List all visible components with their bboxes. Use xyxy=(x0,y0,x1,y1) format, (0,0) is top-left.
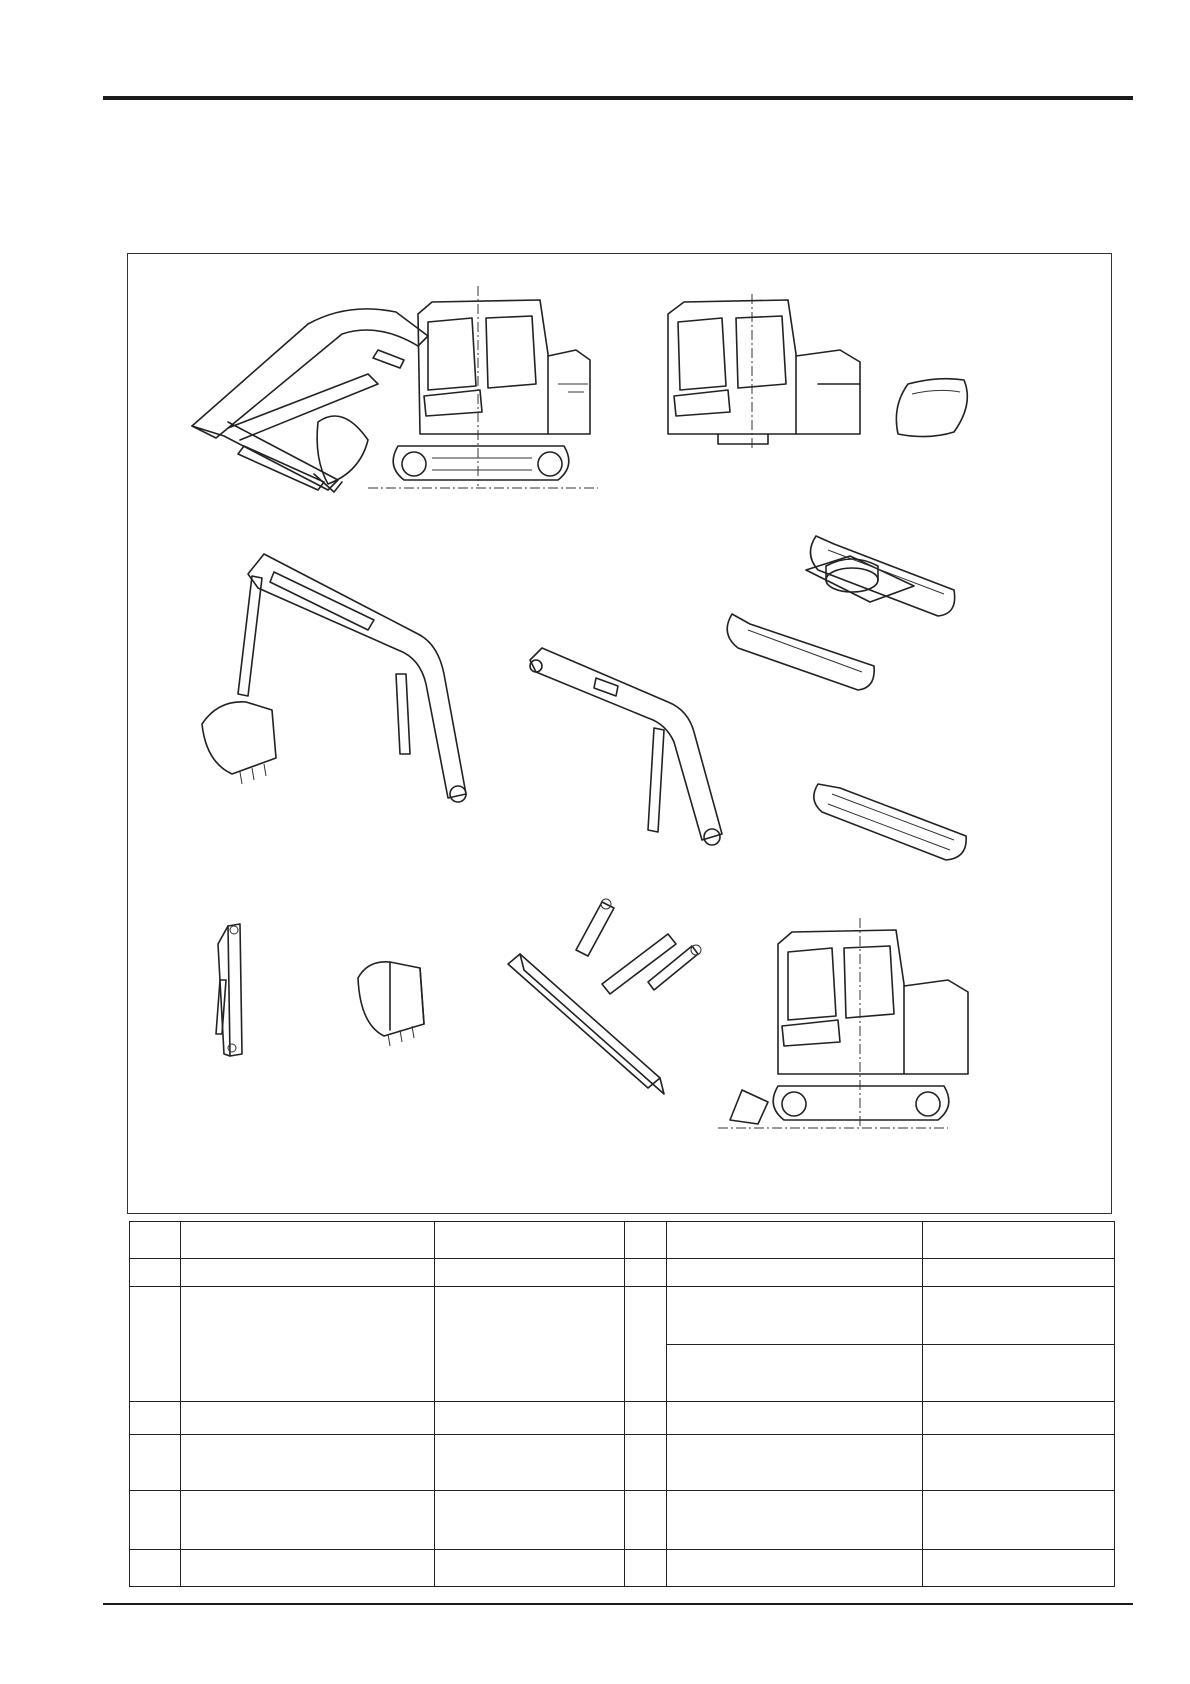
dozer-blade-illustration xyxy=(508,899,701,1094)
table-cell xyxy=(625,1222,667,1259)
table-cell xyxy=(435,1401,625,1434)
undercarriage-illustration xyxy=(727,536,954,690)
table-cell xyxy=(435,1287,625,1402)
table-cell xyxy=(435,1434,625,1490)
components-figure xyxy=(128,254,1113,1215)
table-cell xyxy=(181,1222,435,1259)
table-cell xyxy=(667,1344,923,1401)
excavator-assembly-illustration xyxy=(192,286,598,492)
table-cell xyxy=(625,1258,667,1287)
table-cell xyxy=(181,1401,435,1434)
parts-table xyxy=(129,1221,1115,1587)
table-cell xyxy=(435,1490,625,1549)
excavator-with-blade-illustration xyxy=(718,918,968,1128)
table-cell xyxy=(667,1258,923,1287)
track-link-illustration xyxy=(814,784,966,860)
table-cell xyxy=(130,1550,181,1587)
table-cell xyxy=(181,1490,435,1549)
table-row xyxy=(130,1550,1115,1587)
table-row xyxy=(130,1490,1115,1549)
table-cell xyxy=(181,1287,435,1402)
table-cell xyxy=(130,1258,181,1287)
table-cell xyxy=(435,1550,625,1587)
table-cell xyxy=(923,1287,1115,1344)
table-cell xyxy=(130,1401,181,1434)
table-cell xyxy=(923,1434,1115,1490)
table-cell xyxy=(923,1401,1115,1434)
table-cell xyxy=(667,1550,923,1587)
header-rule xyxy=(103,96,1133,100)
table-cell xyxy=(130,1434,181,1490)
table-row xyxy=(130,1258,1115,1287)
table-cell xyxy=(130,1222,181,1259)
table-cell xyxy=(181,1550,435,1587)
upper-structure-cab-illustration xyxy=(668,294,860,450)
table-cell xyxy=(181,1434,435,1490)
components-figure-frame xyxy=(127,253,1112,1214)
table-cell xyxy=(181,1258,435,1287)
table-cell xyxy=(625,1434,667,1490)
table-cell xyxy=(130,1287,181,1402)
table-row xyxy=(130,1287,1115,1344)
footer-rule xyxy=(103,1603,1133,1605)
table-cell xyxy=(130,1490,181,1549)
table-cell xyxy=(435,1258,625,1287)
table-cell xyxy=(625,1550,667,1587)
arm-illustration xyxy=(216,924,242,1056)
table-cell xyxy=(667,1401,923,1434)
table-cell xyxy=(923,1344,1115,1401)
table-cell xyxy=(435,1222,625,1259)
counterweight-illustration xyxy=(896,379,967,437)
table-cell xyxy=(625,1490,667,1549)
table-cell xyxy=(667,1287,923,1344)
table-cell xyxy=(923,1258,1115,1287)
front-attachment-illustration xyxy=(202,554,466,802)
table-row xyxy=(130,1401,1115,1434)
boom-illustration xyxy=(530,648,722,845)
table-header-row xyxy=(130,1222,1115,1259)
table-cell xyxy=(625,1401,667,1434)
table-row xyxy=(130,1434,1115,1490)
bucket-illustration xyxy=(358,962,424,1046)
table-cell xyxy=(923,1490,1115,1549)
table-cell xyxy=(625,1287,667,1402)
table-cell xyxy=(923,1222,1115,1259)
table-cell xyxy=(667,1434,923,1490)
table-cell xyxy=(667,1222,923,1259)
table-cell xyxy=(923,1550,1115,1587)
table-cell xyxy=(667,1490,923,1549)
